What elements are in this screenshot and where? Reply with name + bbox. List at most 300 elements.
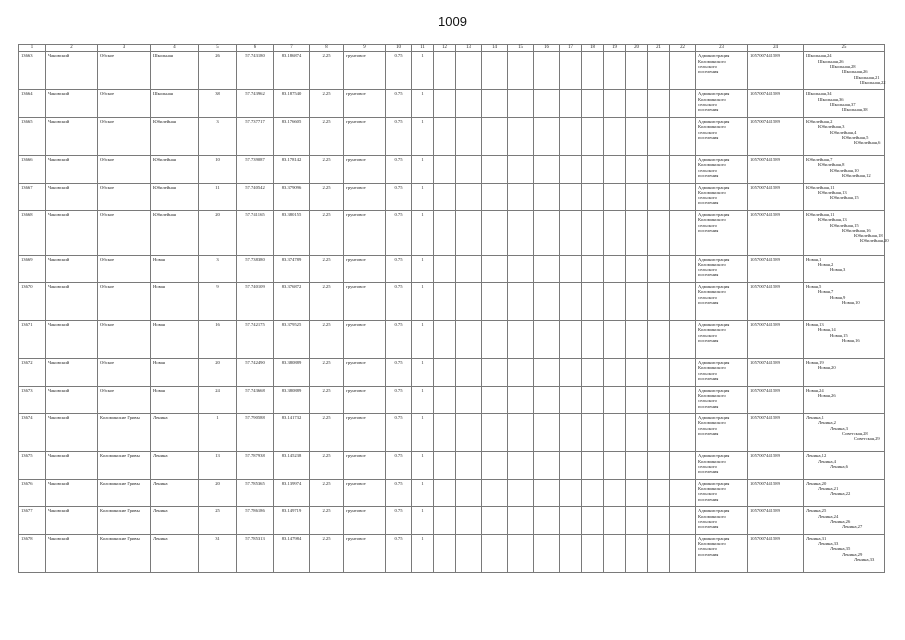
empty-cell [534,359,560,387]
empty-cell [482,183,508,211]
surface-cell: грунтовое [344,507,386,535]
empty-cell [434,359,456,387]
administration-line: сельского [698,546,717,552]
address-line: Юбилейная,12 [842,172,871,178]
house-cell: 10 [199,156,237,184]
address-line: Новая,24 [806,387,824,393]
empty-cell [560,414,582,452]
surface-cell: грунтовое [344,534,386,572]
latitude-cell: 57.786186 [237,507,274,535]
address-line: Школьная,38 [842,107,868,113]
longitude-cell: 83.379525 [274,321,310,359]
administration-line: сельского [698,425,717,431]
address-line: Новая,14 [818,327,836,333]
empty-cell [582,283,604,321]
address-line: Новая,16 [842,337,860,343]
address-line: Юбилейная,18 [854,233,883,239]
volume-cell: 0.75 [386,283,412,321]
administration-line: поселения [698,299,719,305]
column-header: 17 [560,45,582,52]
empty-cell [626,414,648,452]
empty-cell [482,359,508,387]
district-cell: Чановский [46,359,98,387]
administration-line: поселения [698,376,719,381]
empty-cell [456,452,482,480]
area-cell: 2.25 [310,117,344,155]
empty-cell [534,283,560,321]
volume-cell: 0.75 [386,479,412,507]
count-cell: 1 [412,386,434,414]
table-row [19,414,885,452]
administration-line: Администрация [698,157,730,163]
ogrn-cell: 1057007441589 [748,117,804,155]
district-cell: Чановский [46,414,98,452]
longitude-cell: 83.149719 [274,507,310,535]
district-cell: Чановский [46,479,98,507]
surface-cell: грунтовое [344,117,386,155]
column-header: 15 [508,45,534,52]
administration-line: сельского [698,332,717,338]
column-header: 13 [456,45,482,52]
settlement-cell: Коломинские Гривы [98,479,151,507]
count-cell: 1 [412,283,434,321]
address-line: Юбилейная,5 [842,134,869,140]
empty-cell [626,255,648,283]
administration-line: Коломинского [698,458,726,464]
ogrn-cell: 1057007441589 [748,534,804,572]
latitude-cell: 57.743962 [237,90,274,118]
address-line: Школьная,26 [818,58,844,64]
administration-line: Администрация [698,360,730,366]
empty-cell [456,90,482,118]
street-cell: Юбилейная [151,117,199,155]
address-line: Ленина,29 [842,551,863,557]
longitude-cell: 83.376872 [274,283,310,321]
empty-cell [456,156,482,184]
empty-cell [626,321,648,359]
latitude-cell: 57.737717 [237,117,274,155]
empty-cell [582,479,604,507]
column-header: 5 [199,45,237,52]
empty-cell [670,255,696,283]
empty-cell [626,117,648,155]
empty-cell [560,386,582,414]
administration-line: поселения [698,107,719,113]
table-row [19,452,885,480]
address-line: Школьная,28 [830,63,856,69]
address-line: Юбилейная,7 [806,157,833,163]
volume-cell: 0.75 [386,183,412,211]
longitude-cell: 83.380889 [274,359,310,387]
empty-cell [508,90,534,118]
empty-cell [560,452,582,480]
latitude-cell: 57.785365 [237,479,274,507]
street-cell: Новая [151,386,199,414]
empty-cell [648,359,670,387]
address-line: Ленина,22 [830,491,851,497]
empty-cell [582,117,604,155]
column-header: 8 [310,45,344,52]
table-row [19,386,885,414]
administration-line: сельского [698,167,717,173]
record-id: 13671 [19,321,46,359]
address-line: Школьная,21 [854,74,880,80]
empty-cell [508,452,534,480]
table-row [19,211,885,255]
addresses-cell [804,183,885,211]
address-line: Новая,5 [806,284,822,289]
address-line: Ленина,20 [806,480,827,486]
house-cell: 1 [199,414,237,452]
administration-line: Коломинского [698,289,726,295]
empty-cell [582,52,604,90]
administration-line: поселения [698,524,719,530]
administration-line: сельского [698,129,717,135]
empty-cell [560,534,582,572]
record-id: 13675 [19,452,46,480]
empty-cell [534,414,560,452]
empty-cell [648,52,670,90]
table-row [19,156,885,184]
empty-cell [582,255,604,283]
district-cell: Чановский [46,534,98,572]
column-header: 23 [696,45,748,52]
address-line: Ленина,25 [806,508,827,514]
empty-cell [560,283,582,321]
empty-cell [456,321,482,359]
administration-line: поселения [698,551,719,557]
street-cell: Новая [151,255,199,283]
empty-cell [434,90,456,118]
settlement-cell: Обское [98,183,151,211]
address-line: Новая,15 [830,332,848,338]
empty-cell [482,117,508,155]
house-cell: 13 [199,452,237,480]
empty-cell [626,211,648,255]
address-line: Ленина,6 [830,463,848,469]
administration-cell [696,117,748,155]
district-cell: Чановский [46,183,98,211]
empty-cell [670,321,696,359]
empty-cell [626,534,648,572]
column-header: 14 [482,45,508,52]
address-line: Юбилейная,15 [830,222,859,228]
address-line: Ленина,27 [842,524,863,530]
empty-cell [508,386,534,414]
empty-cell [508,183,534,211]
count-cell: 1 [412,52,434,90]
empty-cell [508,414,534,452]
area-cell: 2.25 [310,283,344,321]
empty-cell [626,52,648,90]
address-line: Юбилейная,2 [806,118,833,124]
administration-cell [696,359,748,387]
count-cell: 1 [412,534,434,572]
volume-cell: 0.75 [386,359,412,387]
address-line: Ленина,4 [818,458,836,464]
empty-cell [670,211,696,255]
empty-cell [534,534,560,572]
address-line: Юбилейная,16 [842,227,871,233]
address-line: Юбилейная,11 [806,212,835,218]
administration-line: поселения [698,172,719,178]
volume-cell: 0.75 [386,156,412,184]
empty-cell [482,52,508,90]
empty-cell [434,321,456,359]
settlement-cell: Обское [98,359,151,387]
administration-line: поселения [698,431,719,436]
addresses-cell [804,255,885,283]
empty-cell [670,183,696,211]
empty-cell [434,414,456,452]
empty-cell [534,386,560,414]
district-cell: Чановский [46,283,98,321]
district-cell: Чановский [46,255,98,283]
volume-cell: 0.75 [386,507,412,535]
surface-cell: грунтовое [344,211,386,255]
latitude-cell: 57.743180 [237,52,274,90]
surface-cell: грунтовое [344,156,386,184]
empty-cell [604,255,626,283]
table-row [19,321,885,359]
record-id: 13669 [19,255,46,283]
registry-table [18,44,889,573]
empty-cell [604,183,626,211]
empty-cell [508,117,534,155]
administration-line: Коломинского [698,392,726,398]
column-header: 21 [648,45,670,52]
ogrn-cell: 1057007441589 [748,507,804,535]
header-row [19,45,885,52]
ogrn-cell: 1057007441589 [748,255,804,283]
address-line: Юбилейная,8 [818,162,845,168]
empty-cell [456,255,482,283]
address-line: Новая,7 [818,289,834,295]
empty-cell [456,507,482,535]
record-id: 13677 [19,507,46,535]
empty-cell [648,255,670,283]
house-cell: 25 [199,507,237,535]
surface-cell: грунтовое [344,452,386,480]
column-header: 1 [19,45,46,52]
address-line: Юбилейная,13 [818,189,847,195]
empty-cell [534,452,560,480]
ogrn-cell: 1057007441589 [748,452,804,480]
administration-line: Коломинского [698,513,726,519]
address-line: Новая,3 [830,267,846,273]
street-cell: Школьная [151,52,199,90]
column-header: 16 [534,45,560,52]
area-cell: 2.25 [310,386,344,414]
latitude-cell: 57.790588 [237,414,274,452]
count-cell: 1 [412,211,434,255]
administration-line: сельского [698,518,717,524]
administration-line: сельского [698,398,717,404]
address-line: Новая,9 [830,294,846,300]
administration-cell [696,321,748,359]
column-header: 10 [386,45,412,52]
address-line: Школьная,36 [818,96,844,102]
surface-cell: грунтовое [344,52,386,90]
record-id: 13673 [19,386,46,414]
settlement-cell: Обское [98,283,151,321]
table-row [19,534,885,572]
address-line: Школьная,37 [830,102,856,108]
address-line: Новая,20 [818,365,836,371]
address-line: Юбилейная,20 [860,238,889,244]
empty-cell [582,211,604,255]
volume-cell: 0.75 [386,255,412,283]
administration-line: Коломинского [698,162,726,168]
latitude-cell: 57.743668 [237,386,274,414]
address-line: Ленина,21 [818,486,839,492]
empty-cell [560,117,582,155]
ogrn-cell: 1057007441589 [748,156,804,184]
empty-cell [508,156,534,184]
settlement-cell: Обское [98,52,151,90]
empty-cell [604,386,626,414]
address-line: Юбилейная,10 [830,167,859,173]
empty-cell [670,479,696,507]
table-row [19,479,885,507]
administration-line: Администрация [698,535,730,541]
house-cell: 11 [199,183,237,211]
longitude-cell: 83.145238 [274,452,310,480]
administration-line: Коломинского [698,217,726,223]
administration-cell [696,414,748,452]
administration-line: поселения [698,200,719,206]
area-cell: 2.25 [310,321,344,359]
empty-cell [648,534,670,572]
ogrn-cell: 1057007441589 [748,183,804,211]
ogrn-cell: 1057007441589 [748,321,804,359]
empty-cell [626,359,648,387]
column-header: 9 [344,45,386,52]
administration-line: Администрация [698,453,730,459]
ogrn-cell: 1057007441589 [748,90,804,118]
settlement-cell: Обское [98,211,151,255]
empty-cell [582,321,604,359]
empty-cell [604,283,626,321]
empty-cell [456,117,482,155]
empty-cell [670,452,696,480]
volume-cell: 0.75 [386,90,412,118]
empty-cell [582,534,604,572]
administration-line: Администрация [698,184,730,190]
empty-cell [434,479,456,507]
administration-line: Администрация [698,118,730,124]
empty-cell [560,52,582,90]
address-line: Новая,10 [842,299,860,305]
empty-cell [604,479,626,507]
record-id: 13678 [19,534,46,572]
empty-cell [508,255,534,283]
empty-cell [670,90,696,118]
empty-cell [456,211,482,255]
empty-cell [482,255,508,283]
street-cell: Юбилейная [151,211,199,255]
settlement-cell: Коломинские Гривы [98,414,151,452]
address-line: Юбилейная,6 [854,140,881,146]
surface-cell: грунтовое [344,414,386,452]
latitude-cell: 57.741165 [237,211,274,255]
street-cell: Школьная [151,90,199,118]
address-line: Новая,26 [818,392,836,398]
column-header: 19 [604,45,626,52]
column-header: 25 [804,45,885,52]
administration-line: Коломинского [698,420,726,426]
column-header: 2 [46,45,98,52]
empty-cell [434,211,456,255]
district-cell: Чановский [46,52,98,90]
address-line: Школьная,26 [842,69,868,75]
ogrn-cell: 1057007441589 [748,414,804,452]
longitude-cell: 83.374789 [274,255,310,283]
addresses-cell [804,117,885,155]
surface-cell: грунтовое [344,283,386,321]
settlement-cell: Коломинские Гривы [98,534,151,572]
column-header: 20 [626,45,648,52]
longitude-cell: 83.380889 [274,386,310,414]
addresses-cell [804,359,885,387]
surface-cell: грунтовое [344,479,386,507]
empty-cell [648,386,670,414]
empty-cell [434,52,456,90]
addresses-cell [804,211,889,255]
district-cell: Чановский [46,211,98,255]
longitude-cell: 83.141732 [274,414,310,452]
administration-line: Администрация [698,480,730,486]
longitude-cell: 83.187540 [274,90,310,118]
surface-cell: грунтовое [344,255,386,283]
administration-line: сельского [698,463,717,469]
empty-cell [482,507,508,535]
empty-cell [456,534,482,572]
address-line: Юбилейная,3 [818,124,845,130]
area-cell: 2.25 [310,507,344,535]
column-header: 24 [748,45,804,52]
empty-cell [582,90,604,118]
empty-cell [604,156,626,184]
house-cell: 20 [199,359,237,387]
address-line: Школьная,22 [860,79,886,85]
empty-cell [670,52,696,90]
empty-cell [604,414,626,452]
address-line: Юбилейная,13 [818,217,847,223]
column-header: 3 [98,45,151,52]
empty-cell [626,283,648,321]
empty-cell [456,283,482,321]
longitude-cell: 83.186874 [274,52,310,90]
empty-cell [434,117,456,155]
empty-cell [582,386,604,414]
longitude-cell: 83.176605 [274,117,310,155]
empty-cell [560,255,582,283]
empty-cell [482,321,508,359]
count-cell: 1 [412,117,434,155]
empty-cell [560,90,582,118]
administration-cell [696,507,748,535]
table-row [19,117,885,155]
administration-line: Администрация [698,508,730,514]
administration-line: сельского [698,102,717,108]
administration-cell [696,534,748,572]
volume-cell: 0.75 [386,452,412,480]
count-cell: 1 [412,359,434,387]
addresses-cell [804,534,885,572]
empty-cell [508,52,534,90]
surface-cell: грунтовое [344,386,386,414]
